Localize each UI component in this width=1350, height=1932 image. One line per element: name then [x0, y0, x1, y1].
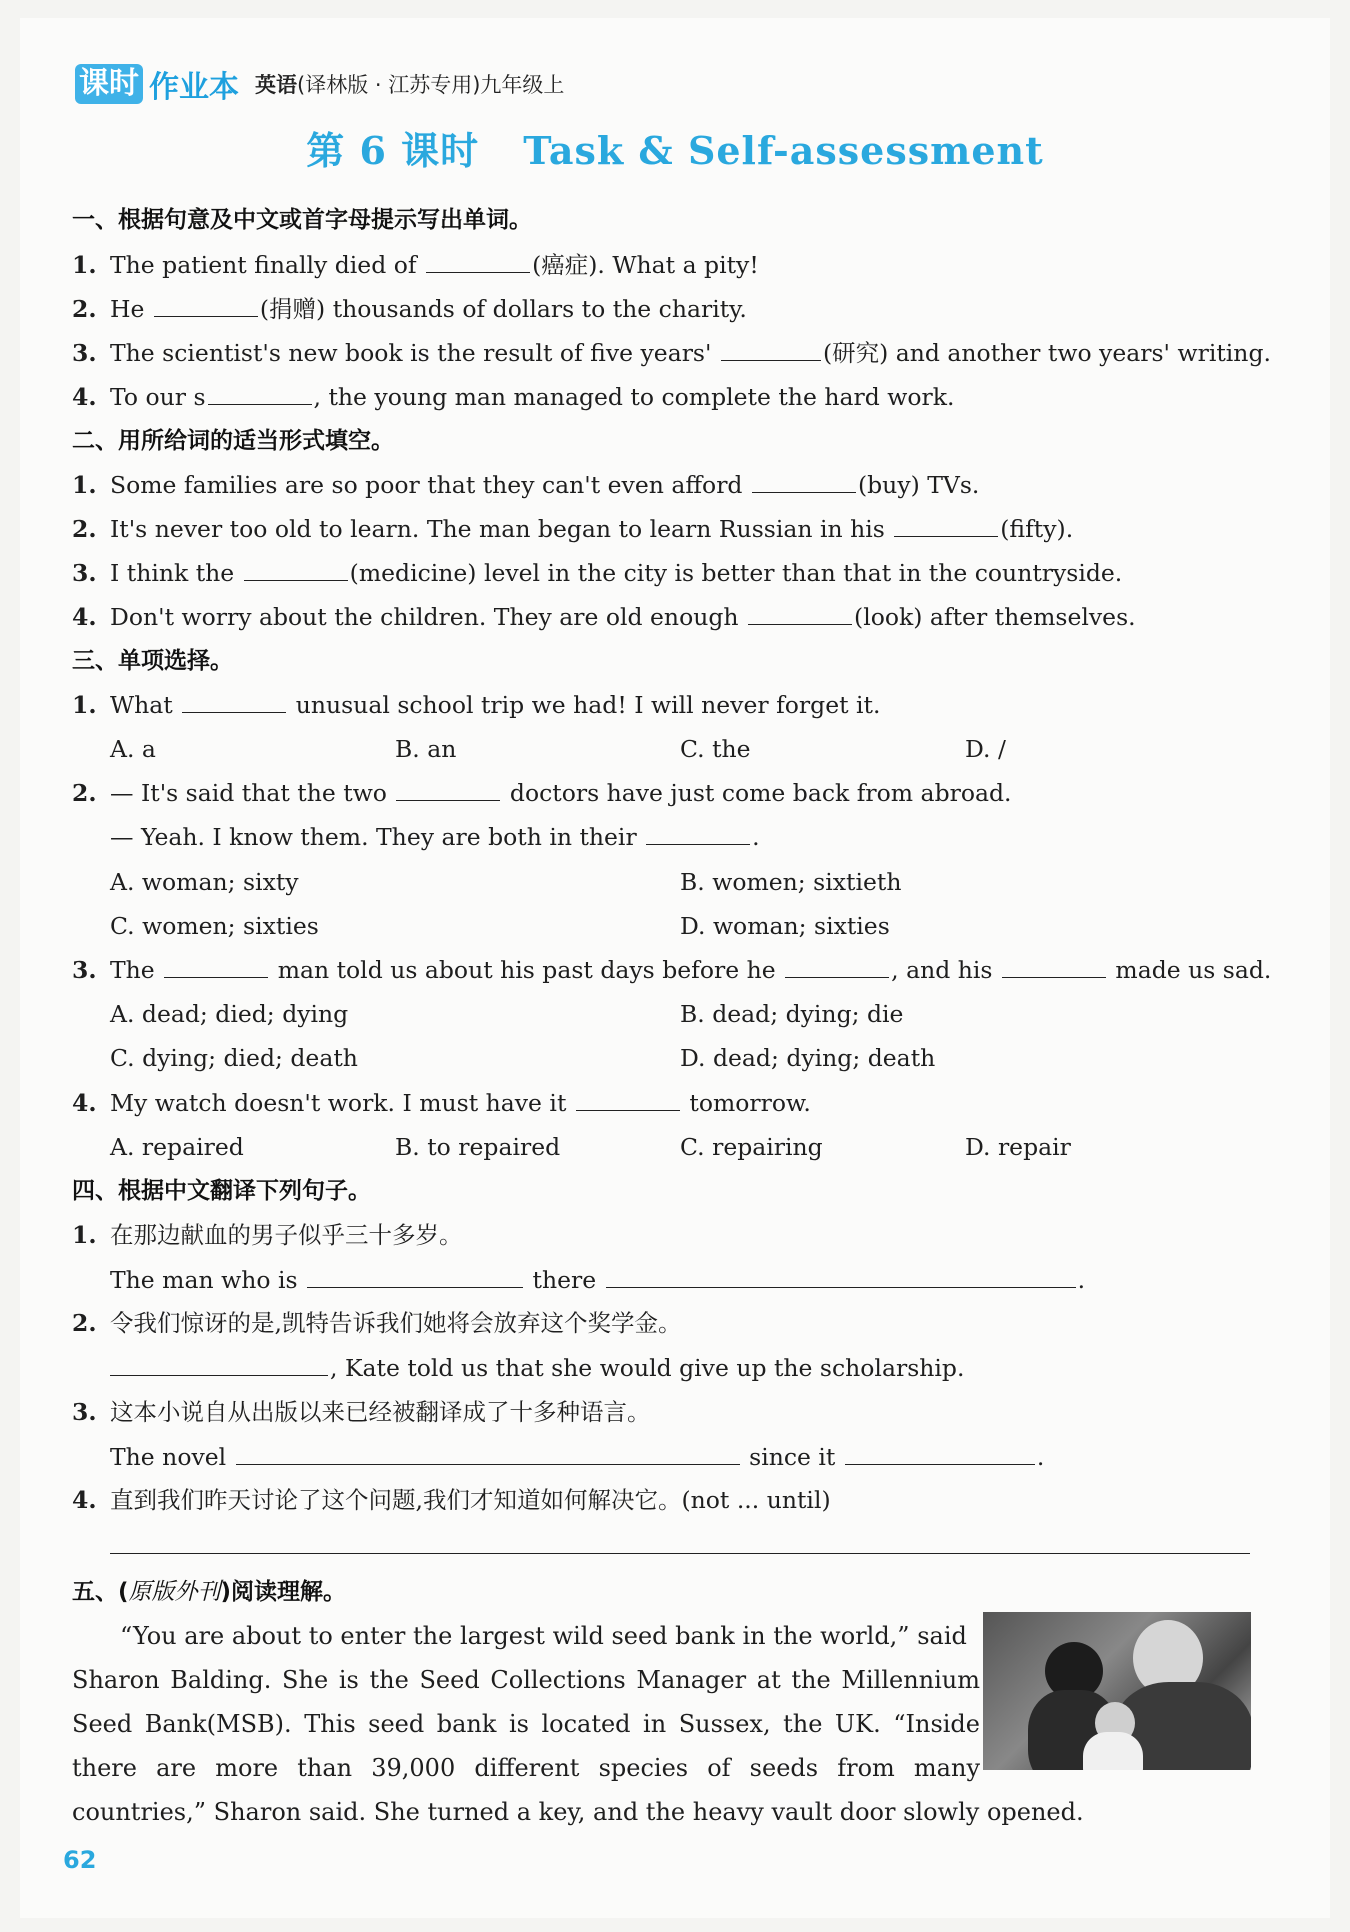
answer-blank[interactable] — [244, 558, 348, 581]
answer-blank[interactable] — [426, 250, 530, 273]
lesson-title — [0, 120, 1350, 175]
q-text: , Kate told us that she would give up the scholarship. — [330, 1354, 965, 1382]
subject-bold: 英语 — [255, 73, 297, 97]
reading-passage — [72, 1614, 980, 1658]
q-text: To our s — [110, 383, 206, 411]
q-number: 4. — [72, 383, 97, 411]
s3-q2-option-d[interactable]: D. woman; sixties — [680, 912, 890, 940]
q-number: 3. — [72, 339, 97, 367]
q-number: 1. — [72, 1221, 97, 1249]
q-number: 2. — [72, 1309, 97, 1337]
answer-blank[interactable] — [110, 1353, 328, 1376]
q-text: since it — [749, 1443, 836, 1471]
answer-blank[interactable] — [208, 382, 312, 405]
q-text: made us sad. — [1115, 956, 1272, 984]
s1-q4 — [72, 382, 954, 412]
s3-q3-option-c[interactable]: C. dying; died; death — [110, 1044, 358, 1072]
answer-blank[interactable] — [785, 955, 889, 978]
q-text: The scientist's new book is the result of five years' — [110, 339, 712, 367]
page-number: 62 — [63, 1846, 97, 1874]
q-text: — Yeah. I know them. They are both in their — [110, 823, 637, 851]
passage-line-3: Seed Bank(MSB). This seed bank is located in Sussex, the UK. “Inside — [72, 1710, 980, 1738]
s3-q1-option-c[interactable]: C. the — [680, 735, 751, 763]
s1-q3 — [72, 338, 1271, 368]
passage-line-5: countries,” Sharon said. She turned a key, and the heavy vault door slowly opened. — [72, 1798, 1084, 1826]
q-text: (癌症). What a pity! — [532, 251, 759, 279]
s4-q2-en — [110, 1353, 964, 1383]
passage-line-2: Sharon Balding. She is the Seed Collections Manager at the Millennium — [72, 1666, 980, 1694]
section-2-title: 二、用所给词的适当形式填空。 — [72, 428, 394, 454]
answer-blank[interactable] — [236, 1442, 740, 1465]
answer-blank[interactable] — [721, 338, 821, 361]
s1-q2 — [72, 294, 747, 324]
q-text: Don't worry about the children. They are old enough — [110, 603, 739, 631]
subject-rest: (译林版 · 江苏专用)九年级上 — [297, 73, 565, 97]
q-text: — It's said that the two — [110, 779, 387, 807]
q-text-cn: 这本小说自从出版以来已经被翻译成了十多种语言。 — [110, 1398, 651, 1426]
s3-q3-option-d[interactable]: D. dead; dying; death — [680, 1044, 936, 1072]
answer-blank[interactable] — [396, 778, 500, 801]
s3-q2 — [72, 778, 1012, 808]
answer-blank[interactable] — [164, 955, 268, 978]
logo — [75, 62, 239, 106]
section-3-title: 三、单项选择。 — [72, 648, 233, 674]
s2-q2 — [72, 514, 1073, 544]
s2-q4 — [72, 602, 1136, 632]
q-text: He — [110, 295, 145, 323]
lesson-title-en: Task & Self-assessment — [523, 128, 1044, 173]
seed-bank-photo — [983, 1612, 1251, 1770]
logo-rest: 作业本 — [149, 70, 239, 105]
title-part: )阅读理解。 — [220, 1579, 347, 1605]
s2-q1 — [72, 470, 979, 500]
passage-line-1: “You are about to enter the largest wild seed bank in the world,” said — [120, 1622, 967, 1650]
q-text: It's never too old to learn. The man began to learn Russian in his — [110, 515, 885, 543]
section-5-title — [72, 1577, 346, 1607]
s3-q1-option-a[interactable]: A. a — [110, 735, 156, 763]
q-text-cn: 在那边献血的男子似乎三十多岁。 — [110, 1221, 463, 1249]
subject-label — [255, 69, 564, 99]
q-text: (buy) TVs. — [857, 471, 980, 499]
q-text: tomorrow. — [689, 1089, 811, 1117]
q-text: What — [110, 691, 173, 719]
section-4-title: 四、根据中文翻译下列句子。 — [72, 1178, 371, 1204]
q-text: doctors have just come back from abroad. — [509, 779, 1012, 807]
s4-q1-cn — [72, 1220, 463, 1250]
answer-blank[interactable] — [182, 690, 286, 713]
q-text: . — [752, 823, 760, 851]
q-number: 1. — [72, 691, 97, 719]
q-text: , and his — [891, 956, 993, 984]
s3-q1-option-b[interactable]: B. an — [395, 735, 457, 763]
s2-q3 — [72, 558, 1122, 588]
s3-q4-option-c[interactable]: C. repairing — [680, 1133, 823, 1161]
q-text: (捐赠) thousands of dollars to the charity. — [259, 295, 747, 323]
q-text: , the young man managed to complete the hard work. — [313, 383, 955, 411]
q-number: 2. — [72, 515, 97, 543]
section-1-title: 一、根据句意及中文或首字母提示写出单词。 — [72, 207, 532, 233]
s3-q3 — [72, 955, 1271, 985]
answer-blank[interactable] — [894, 514, 998, 537]
s3-q4-option-b[interactable]: B. to repaired — [395, 1133, 561, 1161]
title-part: 五、( — [72, 1579, 129, 1605]
lesson-title-cn: 第 6 课时 — [306, 128, 480, 173]
s3-q1 — [72, 690, 880, 720]
s1-q1 — [72, 250, 759, 280]
q-text: Some families are so poor that they can't even afford — [110, 471, 743, 499]
q-number: 3. — [72, 1398, 97, 1426]
s4-q4-answer-line[interactable] — [110, 1553, 1250, 1554]
s3-q2-option-a[interactable]: A. woman; sixty — [110, 868, 299, 896]
s3-q3-option-b[interactable]: B. dead; dying; die — [680, 1000, 904, 1028]
s3-q2-option-b[interactable]: B. women; sixtieth — [680, 868, 902, 896]
q-number: 2. — [72, 779, 97, 807]
q-number: 4. — [72, 1486, 97, 1514]
answer-blank[interactable] — [606, 1265, 1076, 1288]
s3-q2-reply — [110, 822, 760, 852]
answer-blank[interactable] — [576, 1088, 680, 1111]
q-number: 2. — [72, 295, 97, 323]
q-number: 3. — [72, 559, 97, 587]
s4-q3-en — [110, 1442, 1044, 1472]
s4-q1-en — [110, 1265, 1085, 1295]
s3-q1-option-d[interactable]: D. / — [965, 735, 1006, 763]
q-text: (研究) and another two years' writing. — [822, 339, 1271, 367]
logo-char-1: 课 — [79, 66, 109, 101]
q-text: (look) after themselves. — [854, 603, 1136, 631]
answer-blank[interactable] — [748, 602, 852, 625]
answer-blank[interactable] — [307, 1265, 523, 1288]
logo-char-2: 时 — [109, 66, 139, 101]
q-number: 1. — [72, 471, 97, 499]
q-text: (fifty). — [1000, 515, 1074, 543]
s4-q2-cn — [72, 1308, 681, 1338]
answer-blank[interactable] — [154, 294, 258, 317]
q-text: . — [1077, 1266, 1086, 1294]
logo-box — [75, 64, 143, 104]
s4-q4-cn — [72, 1485, 831, 1515]
q-number: 4. — [72, 603, 97, 631]
s3-q4 — [72, 1088, 811, 1118]
q-number: 4. — [72, 1089, 97, 1117]
q-text: man told us about his past days before he — [277, 956, 776, 984]
q-text: there — [532, 1266, 597, 1294]
answer-blank[interactable] — [752, 470, 856, 493]
q-text: unusual school trip we had! I will never forget it. — [295, 691, 881, 719]
q-number: 3. — [72, 956, 97, 984]
answer-blank[interactable] — [1002, 955, 1106, 978]
q-text: The man who is — [110, 1266, 298, 1294]
q-text-cn: 令我们惊讶的是,凯特告诉我们她将会放弃这个奖学金。 — [110, 1309, 682, 1337]
q-text: The novel — [110, 1443, 227, 1471]
q-text: (medicine) level in the city is better than that in the countryside. — [349, 559, 1123, 587]
s3-q2-option-c[interactable]: C. women; sixties — [110, 912, 319, 940]
title-source: 原版外刊 — [128, 1579, 221, 1605]
answer-blank[interactable] — [845, 1442, 1035, 1465]
s4-q3-cn — [72, 1397, 651, 1427]
s3-q4-option-d[interactable]: D. repair — [965, 1133, 1071, 1161]
passage-line-4: there are more than 39,000 different species of seeds from many — [72, 1754, 980, 1782]
q-number: 1. — [72, 251, 97, 279]
s3-q4-option-a[interactable]: A. repaired — [110, 1133, 244, 1161]
q-text: . — [1036, 1443, 1045, 1471]
q-text: I think the — [110, 559, 235, 587]
q-text: My watch doesn't work. I must have it — [110, 1089, 567, 1117]
s3-q3-option-a[interactable]: A. dead; died; dying — [110, 1000, 349, 1028]
answer-blank[interactable] — [646, 822, 750, 845]
q-text-cn: 直到我们昨天讨论了这个问题,我们才知道如何解决它。(not ... until) — [110, 1486, 831, 1514]
q-text: The — [110, 956, 155, 984]
q-text: The patient finally died of — [110, 251, 417, 279]
header — [75, 62, 564, 106]
